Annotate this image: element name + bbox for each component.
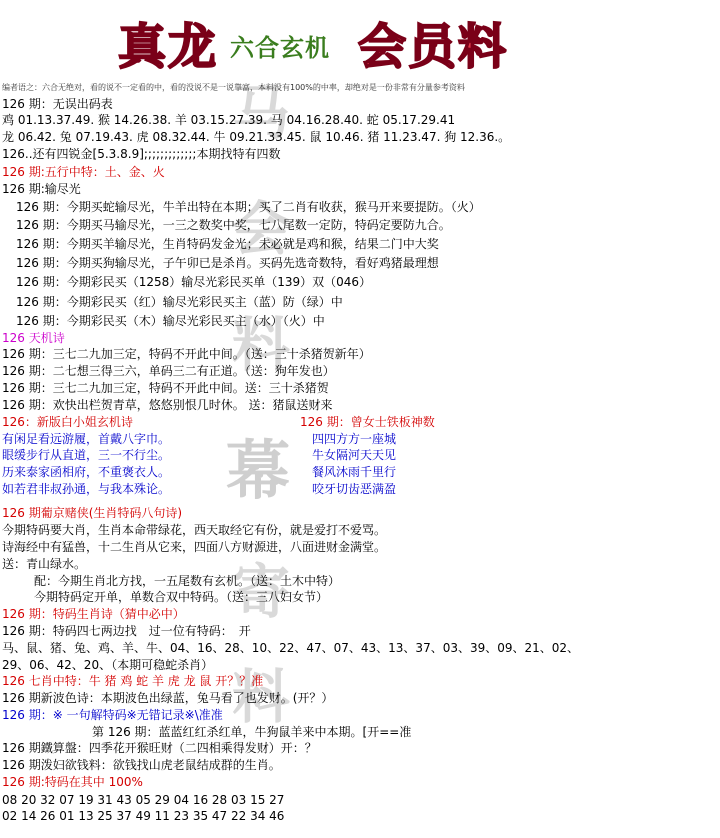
disclaimer: 编者语之：六合无绝对，看的说不一定看的中，看的没说不是一说靠富，本料没有100%的中率，却绝对是一份非常有分量参考资料 <box>2 83 465 92</box>
zhongte-row-2: 02 14 26 01 13 25 37 49 11 23 35 47 22 34 46 <box>2 809 285 823</box>
bose-line: 126 期新波色诗：本期波色出绿蓝，兔马看了也发财。(开？） <box>2 691 334 705</box>
tianji-line: 126 期：三七二九加三定，特码不开此中间。（送：三十杀猪贺新年） <box>2 347 371 361</box>
xiaojie-line: 如若君非叔孙通，与我本殊论。 <box>2 482 171 496</box>
pujing-line: 送：青山绿水。 <box>2 557 87 571</box>
shusheng-line: 126 期：今期买马输尽光，一三之数奖中奖，七八尾数一定防，特码定要防九合。 <box>16 218 451 232</box>
shusheng-line: 126 期：今期彩民买（1258）输尽光彩民买单（139）双（046） <box>16 275 372 289</box>
pofu-line: 126 期泼妇欲钱料：欲钱找山虎老鼠结成群的生肖。 <box>2 758 281 772</box>
tieban-line: 咬牙切齿恶满盈 <box>312 482 397 496</box>
tianji-line: 126 期：欢快出栏贺青草，悠悠别恨几时休。 送：猪鼠送财来 <box>2 398 333 412</box>
xiaojie-line: 有闲足看远游履，首戴八字巾。 <box>2 432 171 446</box>
shusheng-title: 126 期:输尽光 <box>2 182 81 196</box>
zhongte-title: 126 期:特码在其中 100% <box>2 775 143 789</box>
zhongte-row-1: 08 20 32 07 19 31 43 05 29 04 16 28 03 15 27 <box>2 793 285 807</box>
watermark-char-4: 幕 <box>226 434 290 509</box>
header-title-left: 真龙 <box>118 19 219 75</box>
tianji-line: 126 期：三七二九加三定，特码不开此中间。送：三十杀猪贺 <box>2 381 329 395</box>
xiaojie-title: 126：新版白小姐玄机诗 <box>2 415 133 429</box>
pujing-title: 126 期葡京赌侠(生肖特码八句诗) <box>2 506 183 520</box>
pujing-line: 诗海经中有猛兽，十二生肖从它来，四面八方财源进，八面进财金满堂。 <box>2 540 387 554</box>
tianji-title: 126 天机诗 <box>2 331 65 345</box>
tiesuanpan-line: 126 期鐵算盤：四季花开猴旺财（二四相乘得发财）开：？ <box>2 741 317 755</box>
watermark-char-3: 料 <box>232 311 291 379</box>
texiao-line: 126 期：特码四七两边找 过一位有特码： 开 <box>2 624 251 638</box>
pujing-line: 今期特码要大肖，生肖本命带绿花，西天取经它有份，就是爱打不爱骂。 <box>2 523 387 537</box>
header-title-right: 会员料 <box>358 19 509 75</box>
pujing-indent-line: 今期特码定开单，单数合双中特码。（送：三八妇女节） <box>34 590 329 604</box>
tieban-line: 牛女隔河天天见 <box>312 448 397 462</box>
watermark-char-6: 料 <box>232 663 291 731</box>
header-title-mid: 六合玄机 <box>230 33 330 62</box>
watermark-char-1: 马 <box>232 79 291 147</box>
page-header <box>118 6 538 75</box>
xiaojie-line: 历来泰家函相府，不重褒衣人。 <box>2 465 171 479</box>
yiju-title: 126 期：※ 一句解特码※无错记录※\准准 <box>2 708 223 722</box>
xiaojie-line: 眼缓步行从直道，三一不行尘。 <box>2 448 171 462</box>
watermark-char-2: 会 <box>232 195 291 263</box>
texiao-line: 29、06、42、20、（本期可稳蛇杀肖） <box>2 658 214 672</box>
watermark-char-5: 寄 <box>232 558 291 626</box>
tieban-title: 126 期：曾女士铁板神数 <box>300 415 435 429</box>
texiao-line: 马、鼠、猪、兔、鸡、羊、牛、04、16、28、10、22、47、07、43、13、37、03、39、09、21、02、 <box>2 641 580 655</box>
tieban-line: 四四方方一座城 <box>312 432 397 446</box>
qixiao-line: 126 七肖中特：牛 猪 鸡 蛇 羊 虎 龙 鼠 开？？准 <box>2 674 264 688</box>
zodiac-row-3: 126..还有四锐金[5.3.8.9];;;;;;;;;;;;;本期找特有四数 <box>2 147 281 161</box>
wuxing-line: 126 期:五行中特：土、金、火 <box>2 165 165 179</box>
shusheng-line: 126 期：今期买狗输尽光，子午卯已是杀肖。买码先选奇数特，看好鸡猪最理想 <box>16 256 439 270</box>
shusheng-line: 126 期：今期彩民买（木）输尽光彩民买主（水）（火）中 <box>16 314 325 328</box>
tieban-line: 餐风沐雨千里行 <box>312 465 397 479</box>
texiao-title: 126 期：特码生肖诗（猜中必中） <box>2 607 185 621</box>
zodiac-row-2: 龙 06.42. 兔 07.19.43. 虎 08.32.44. 牛 09.21.33.45. 鼠 10.46. 猪 11.23.47. 狗 12.36.。 <box>2 130 511 144</box>
pujing-indent-line: 配：今期生肖北方找，一五尾数有玄机。（送：土木中特） <box>34 574 341 588</box>
shusheng-line: 126 期：今期买蛇输尽光，牛羊出特在本期；买了二肖有收获，猴马开来要提防。（火） <box>16 200 481 214</box>
zodiac-row-1: 鸡 01.13.37.49. 猴 14.26.38. 羊 03.15.27.39. 马 04.16.28.40. 蛇 05.17.29.41 <box>2 113 456 127</box>
shusheng-line: 126 期：今期买羊输尽光，生肖特码发金光；未必就是鸡和猴，结果二门中大奖 <box>16 237 439 251</box>
shusheng-line: 126 期：今期彩民买（红）输尽光彩民买主（蓝）防（绿）中 <box>16 295 343 309</box>
yiju-line: 第 126 期：蓝蓝红红杀红单，牛狗鼠羊来中本期。[开==准 <box>92 725 412 739</box>
zodiac-table-title: 126 期：无误出码表 <box>2 97 113 111</box>
tianji-line: 126 期：二七想三得三六，单码三二有正道。（送：狗年发也） <box>2 364 335 378</box>
